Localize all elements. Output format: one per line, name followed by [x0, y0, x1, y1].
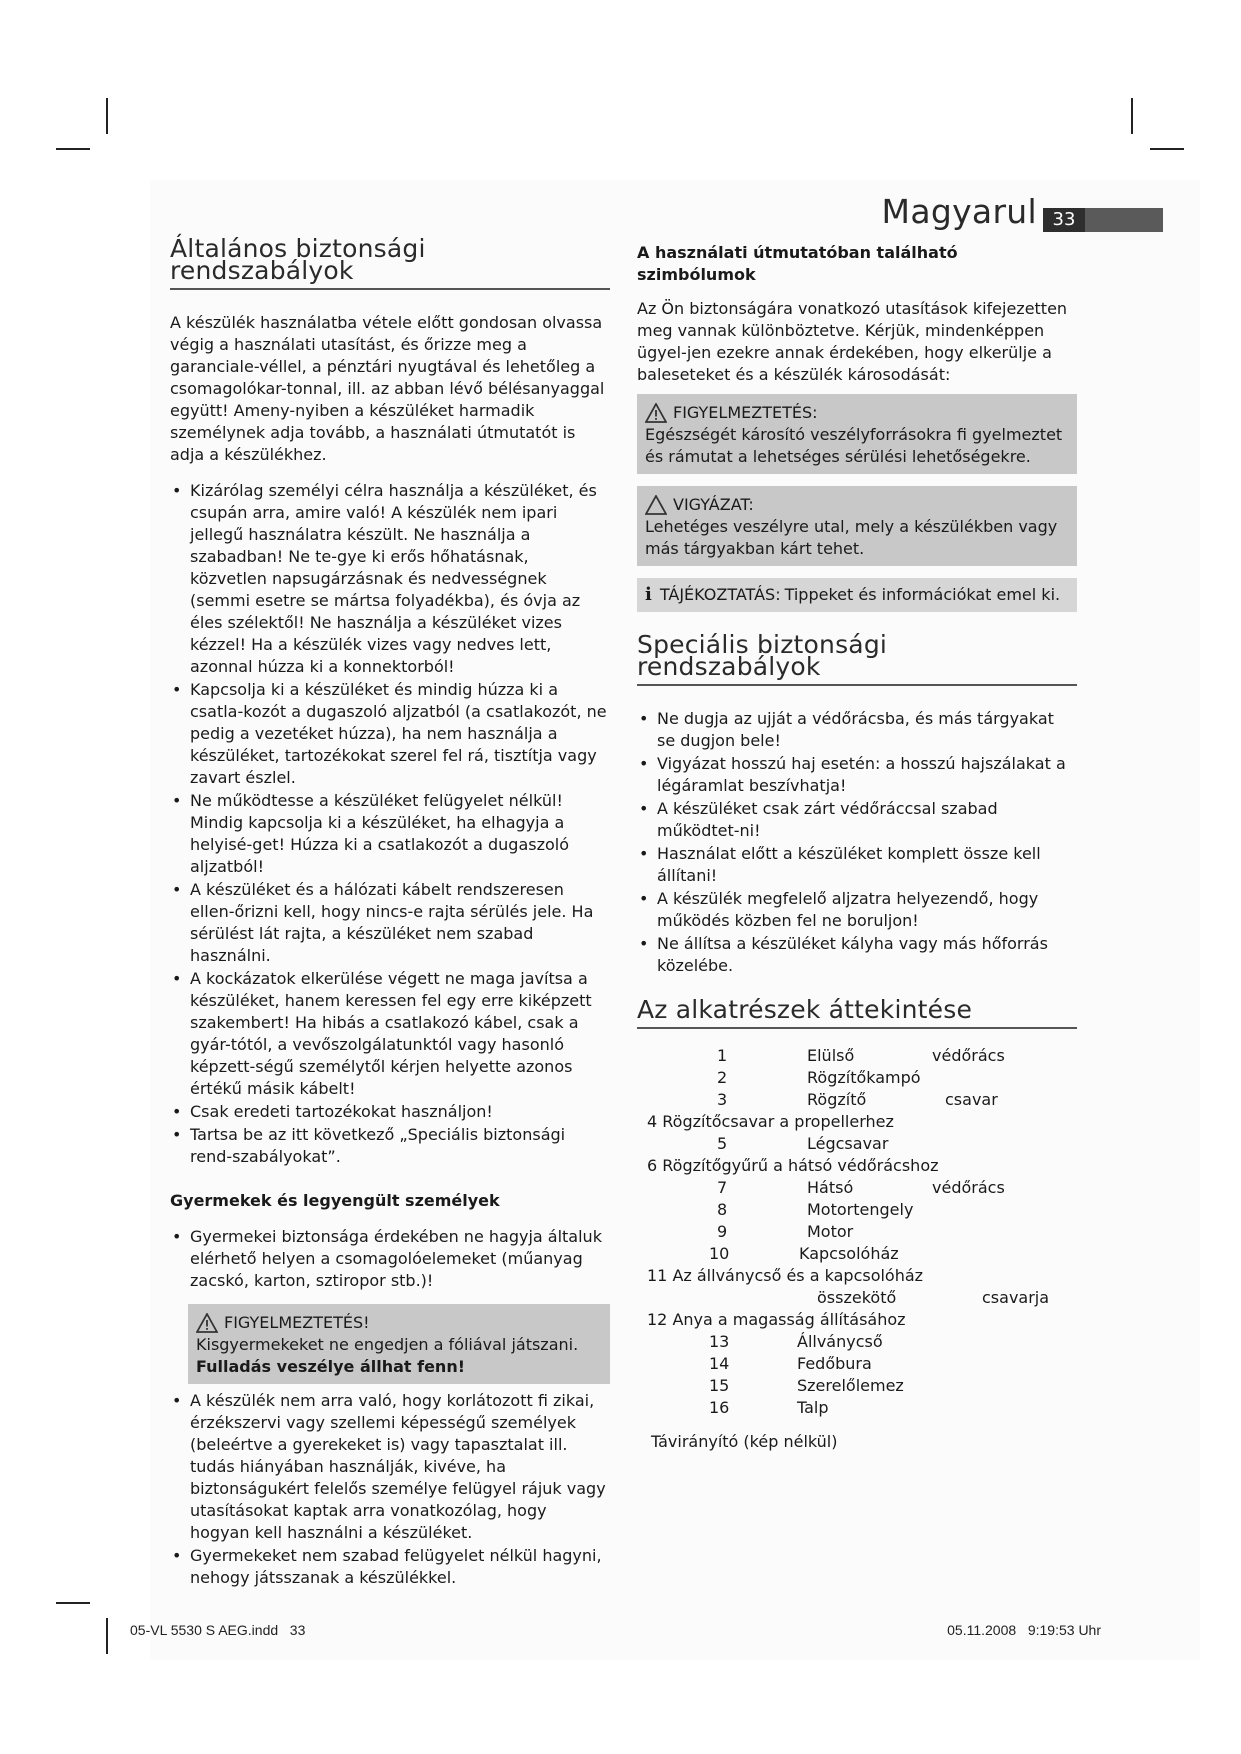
warning-triangle-icon — [645, 403, 667, 423]
list-item: • A készülék nem arra való, hogy korlátozott fi zikai, érzékszervi vagy szellemi képességű személyek (beleértve a gyerekeket is) vagy tapasztalat ill. tudás hiányában használják, kivéve, ha biztonságukért felelős személye felügyel rájuk vagy utasításokat kaptak arra vonatkozólag, hogy hogyan kell használni a készüléket. — [170, 1390, 610, 1544]
part-name: Kapcsolóház — [799, 1244, 899, 1263]
info-label: TÁJÉKOZTATÁS: — [659, 585, 781, 604]
part-name-2: csavarja — [982, 1288, 1050, 1307]
part-name: 4 Rögzítőcsavar a propellerhez — [647, 1112, 894, 1131]
parts-row — [637, 1155, 1077, 1177]
parts-row — [637, 1111, 1077, 1133]
general-safety-title: Általános biztonsági rendszabályok — [170, 238, 610, 290]
parts-row — [637, 1353, 1077, 1375]
children-list-2 — [170, 1390, 610, 1589]
parts-row — [637, 1221, 1077, 1243]
list-item: • Ne állítsa a készüléket kályha vagy más hőforrás közelébe. — [637, 933, 1077, 977]
crop-mark — [56, 148, 90, 150]
part-name: Szerelőlemez — [797, 1376, 904, 1395]
part-number: 15 — [709, 1376, 730, 1395]
footer-file: 05-VL 5530 S AEG.indd 33 — [130, 1622, 306, 1638]
part-name: Elülső — [807, 1046, 855, 1065]
parts-row — [637, 1243, 1077, 1265]
part-name: 11 Az állványcső és a kapcsolóház — [647, 1266, 924, 1285]
part-number: 5 — [717, 1134, 728, 1153]
caution-label: VIGYÁZAT: — [673, 495, 754, 514]
list-item: • Használat előtt a készüléket komplett össze kell állítani! — [637, 843, 1077, 887]
general-safety-list — [170, 480, 610, 1168]
info-icon: i — [645, 584, 652, 605]
part-number: 3 — [717, 1090, 728, 1109]
parts-row — [637, 1177, 1077, 1199]
list-item: • Gyermekeket nem szabad felügyelet nélkül hagyni, nehogy játsszanak a készülékkel. — [170, 1545, 610, 1589]
crop-mark — [106, 98, 108, 134]
warning-triangle-icon — [196, 1313, 218, 1333]
part-name-2: védőrács — [932, 1046, 1005, 1065]
part-number: 2 — [717, 1068, 728, 1087]
warning-label: FIGYELMEZTETÉS! — [224, 1313, 370, 1332]
crop-mark — [56, 1602, 90, 1604]
part-name-2: csavar — [945, 1090, 998, 1109]
info-text: Tippeket és információkat emel ki. — [784, 585, 1061, 604]
parts-row — [637, 1375, 1077, 1397]
symbols-intro: Az Ön biztonságára vonatkozó utasítások kifejezetten meg vannak különböztetve. Kérjük, mindenképpen ügyel-jen ezekre annak érdekében, hogy elkerülje a baleseteket és a készülék károsodását: — [637, 299, 1068, 384]
crop-mark — [106, 1618, 108, 1654]
footer-date: 05.11.2008 9:19:53 Uhr — [947, 1622, 1101, 1638]
symbols-title: A használati útmutatóban található szimbólumok — [637, 243, 958, 284]
special-safety-list — [637, 708, 1077, 977]
caution-callout — [637, 486, 1077, 566]
parts-title: Az alkatrészek áttekintése — [637, 999, 1077, 1029]
left-column — [170, 234, 610, 1603]
list-item: • Tartsa be az itt következő „Speciális biztonsági rend-szabályokat”. — [170, 1124, 610, 1168]
part-name: Motortengely — [807, 1200, 914, 1219]
caution-triangle-icon — [645, 495, 667, 515]
part-name: Hátsó — [807, 1178, 854, 1197]
warning-label: FIGYELMEZTETÉS: — [673, 403, 818, 422]
list-item: • Kizárólag személyi célra használja a készüléket, és csupán arra, amire való! A készülék nem ipari jellegű használatra készült. Ne használja a szabadban! Ne te-gye ki erős hőhatásnak, közvetlen napsugárzásnak és nedvességnek (semmi esetre se mártsa folyadékba), és óvja az éles szélektől! Ne használja a készüléket vizes kézzel! Ha a készülék vizes vagy nedves lett, azonnal húzza ki a konnektorból! — [170, 480, 610, 678]
right-column — [637, 238, 1077, 1453]
parts-row — [637, 1397, 1077, 1419]
special-safety-title: Speciális biztonsági rendszabályok — [637, 634, 1077, 686]
language-title: Magyarul — [881, 192, 1037, 231]
part-name: Talp — [797, 1398, 829, 1417]
warning-text: Kisgyermekeket ne engedjen a fóliával játszani. — [196, 1335, 579, 1354]
part-number: 10 — [709, 1244, 730, 1263]
list-item: • A készülék megfelelő aljzatra helyezendő, hogy működés közben fel ne boruljon! — [637, 888, 1077, 932]
warning-bold-text: Fulladás veszélye állhat fenn! — [196, 1357, 465, 1376]
warning-callout — [188, 1304, 610, 1384]
part-name: 6 Rögzítőgyűrű a hátsó védőrácshoz — [647, 1156, 939, 1175]
part-name: Fedőbura — [797, 1354, 872, 1373]
caution-text: Lehetéges veszélyre utal, mely a készülékben vagy más tárgyakban kárt tehet. — [645, 517, 1058, 558]
warning-callout — [637, 394, 1077, 474]
page-number: 33 — [1043, 208, 1085, 232]
parts-row — [637, 1199, 1077, 1221]
list-item: • Gyermekei biztonsága érdekében ne hagyja általuk elérhető helyen a csomagolóelemeket (műanyag zacskó, karton, sztiropor stb.)! — [170, 1226, 610, 1292]
children-title: Gyermekek és legyengült személyek — [170, 1191, 500, 1210]
part-number: 14 — [709, 1354, 730, 1373]
part-name: Állványcső — [797, 1332, 883, 1351]
info-callout — [637, 578, 1077, 612]
part-number: 7 — [717, 1178, 728, 1197]
intro-paragraph: A készülék használatba vétele előtt gondosan olvassa végig a használati utasítást, és őrizze meg a garanciale-véllel, a pénztári nyugtával és lehetőleg a csomagolókar-tonnal, ill. az abban lévő bélésanyaggal együtt! Ameny-nyiben a készüléket harmadik személynek adja tovább, a használati útmutatót is adja a készülékhez. — [170, 313, 605, 464]
part-number: 13 — [709, 1332, 730, 1351]
list-item: • Ne működtesse a készüléket felügyelet nélkül! Mindig kapcsolja ki a készüléket, ha elhagyja a helyisé-get! Húzza ki a csatlakozót a dugaszoló aljzatból! — [170, 790, 610, 878]
list-item: • Csak eredeti tartozékokat használjon! — [170, 1101, 610, 1123]
header-bar — [1085, 208, 1163, 232]
parts-row — [637, 1265, 1077, 1287]
part-number: 9 — [717, 1222, 728, 1241]
part-name-2: védőrács — [932, 1178, 1005, 1197]
parts-row — [637, 1331, 1077, 1353]
parts-row — [637, 1089, 1077, 1111]
crop-mark — [1131, 98, 1133, 134]
list-item: • Ne dugja az ujját a védőrácsba, és más tárgyakat se dugjon bele! — [637, 708, 1077, 752]
part-name: Motor — [807, 1222, 854, 1241]
page-header — [880, 192, 1162, 240]
list-item: • A kockázatok elkerülése végett ne maga javítsa a készüléket, hanem keressen fel egy erre kiképzett szakembert! Ha hibás a csatlakozó kábel, csak a gyár-tótól, a vevőszolgálatunktól vagy hasonló képzett-ségű személytől kérjen helyette azonos értékű másik kábelt! — [170, 968, 610, 1100]
part-name: összekötő — [817, 1288, 897, 1307]
parts-row — [637, 1287, 1077, 1309]
parts-row — [637, 1067, 1077, 1089]
remote-note: Távirányító (kép nélkül) — [651, 1432, 838, 1451]
part-name: Légcsavar — [807, 1134, 889, 1153]
crop-mark — [1150, 148, 1184, 150]
list-item: • A készüléket és a hálózati kábelt rendszeresen ellen-őrizni kell, hogy nincs-e rajta sérülés jele. Ha sérülést lát rajta, a készüléket nem szabad használni. — [170, 879, 610, 967]
children-list — [170, 1226, 610, 1292]
part-name: Rögzítő — [807, 1090, 867, 1109]
part-number: 16 — [709, 1398, 730, 1417]
parts-row — [637, 1045, 1077, 1067]
part-number: 1 — [717, 1046, 728, 1065]
part-number: 8 — [717, 1200, 728, 1219]
part-name: Rögzítőkampó — [807, 1068, 921, 1087]
parts-row — [637, 1133, 1077, 1155]
list-item: • A készüléket csak zárt védőráccsal szabad működtet-ni! — [637, 798, 1077, 842]
part-name: 12 Anya a magasság állításához — [647, 1310, 906, 1329]
warning-text: Egészségét károsító veszélyforrásokra fi gyelmeztet és rámutat a lehetséges sérülési lehetőségekre. — [645, 425, 1063, 466]
list-item: • Vigyázat hosszú haj esetén: a hosszú hajszálakat a légáramlat beszívhatja! — [637, 753, 1077, 797]
parts-list — [637, 1045, 1077, 1419]
parts-row — [637, 1309, 1077, 1331]
list-item: • Kapcsolja ki a készüléket és mindig húzza ki a csatla-kozót a dugaszoló aljzatból (a csatlakozót, ne pedig a vezetéket húzza), ha nem használja a készüléket, tartozékokat szerel fel rá, tisztítja vagy zavart észlel. — [170, 679, 610, 789]
